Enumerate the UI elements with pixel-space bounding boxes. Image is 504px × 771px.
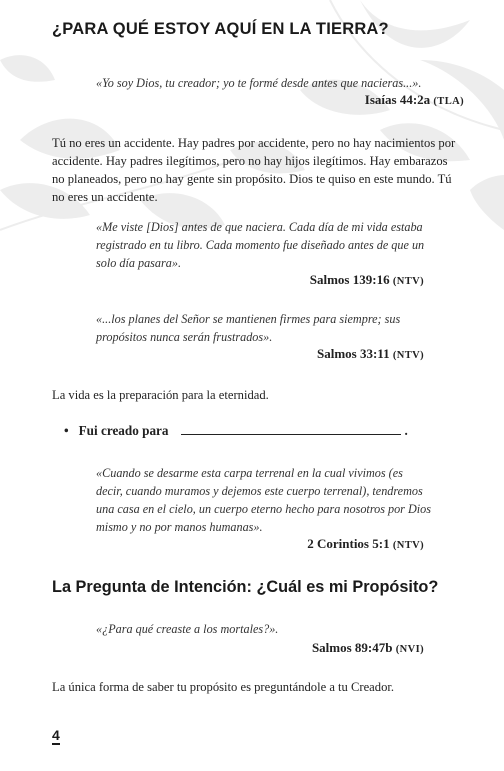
ref-salmos-139 (310, 272, 424, 288)
ref-salmos-139-translation: (NTV) (392, 276, 424, 287)
quote-salmos-33: «...los planes del Señor se mantienen firmes para siempre; sus propósitos nunca serán frustrados». (96, 312, 401, 344)
ref-salmos-33 (317, 346, 424, 362)
quote-salmos-139: «Me viste [Dios] antes de que naciera. Cada día de mi vida estaba registrado en tu libro. Cada momento fue diseñado antes de que un solo día pasara». (96, 220, 425, 270)
paragraph-creator: La única forma de saber tu propósito es preguntándole a tu Creador. (52, 680, 395, 694)
ref-isaias (365, 92, 464, 108)
ref-salmos-139-citation: Salmos 139:16 (309, 272, 390, 287)
fill-in-bullet (64, 422, 408, 439)
ref-salmos-33-citation: Salmos 33:11 (316, 346, 390, 361)
bullet-label: Fui creado para (78, 423, 169, 438)
ref-salmos-89-citation: Salmos 89:47b (311, 640, 393, 655)
ref-isaias-translation: (TLA) (433, 96, 464, 107)
ref-2-corintios-translation: (NTV) (392, 540, 424, 551)
fill-in-blank-line[interactable] (181, 422, 401, 435)
quote-salmos-89: «¿Para qué creaste a los mortales?». (96, 622, 279, 636)
ref-salmos-89 (312, 640, 424, 656)
bullet-dot: • (64, 423, 69, 438)
page-number: 4 (52, 727, 60, 743)
ref-salmos-33-translation: (NTV) (392, 350, 424, 361)
bullet-end: . (404, 423, 408, 438)
quote-2-corintios: «Cuando se desarme esta carpa terrenal en la cual vivimos (es decir, cuando muramos y dejemos este cuerpo terrenal), tendremos una casa en el cielo, un cuerpo eterno hecho para nosotros por Dios mismo y no por manos humanas». (96, 466, 431, 534)
quote-isaias: «Yo soy Dios, tu creador; yo te formé desde antes que nacieras...». (96, 76, 422, 90)
section-heading: La Pregunta de Intención: ¿Cuál es mi Propósito? (52, 578, 439, 596)
page-title: ¿PARA QUÉ ESTOY AQUÍ EN LA TIERRA? (52, 20, 389, 38)
ref-2-corintios-citation: 2 Corintios 5:1 (307, 536, 390, 551)
ref-isaias-citation: Isaías 44:2a (364, 92, 431, 107)
ref-2-corintios (307, 536, 424, 552)
ref-salmos-89-translation: (NVI) (395, 644, 424, 655)
paragraph-eternity: La vida es la preparación para la eternidad. (52, 388, 269, 402)
paragraph-accident: Tú no eres un accidente. Hay padres por accidente, pero no hay nacimientos por accidente. Hay padres ilegítimos, pero no hay hijos ilegítimos. Hay embarazos no planeados, pero no hay gente sin propósito. Dios te quiso en este mundo. Tú no eres un accidente. (52, 136, 456, 204)
